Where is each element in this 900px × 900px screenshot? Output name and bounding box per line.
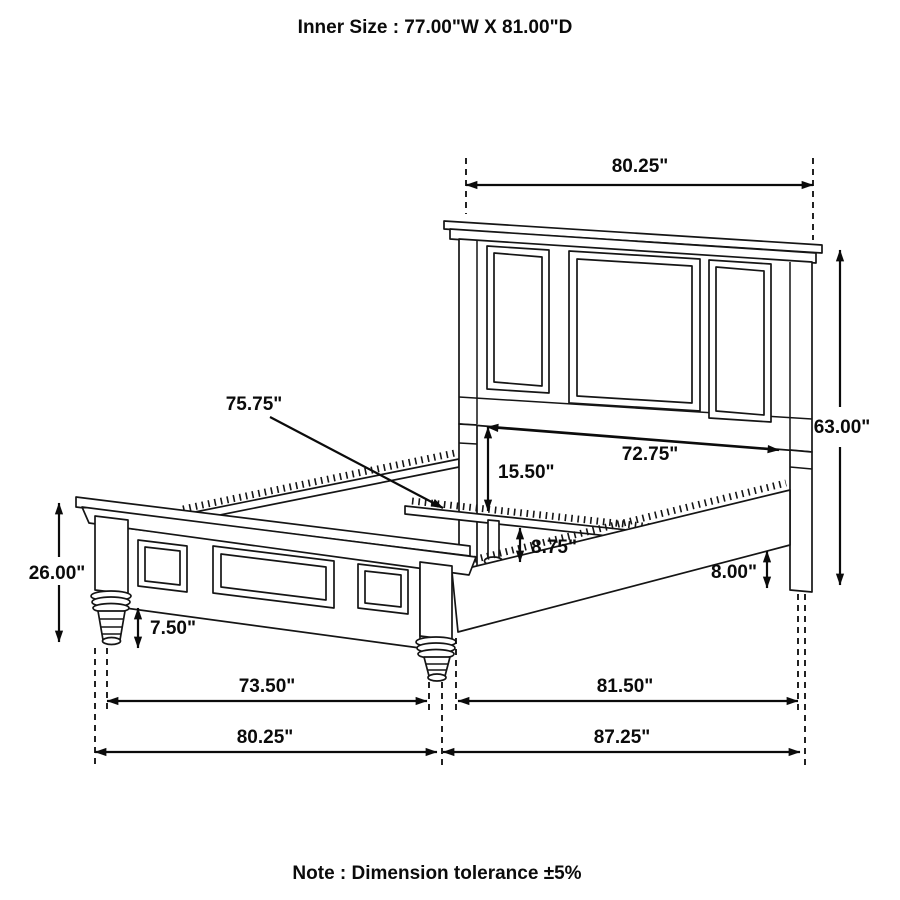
dim-label-overall-length: 87.25" [593,727,651,748]
dim-label-headboard-rail-gap: 15.50" [498,462,555,483]
dim-label-side-rail-span: 81.50" [596,676,654,697]
dim-headboard-height [814,250,871,585]
near-side-rail [452,483,790,632]
footboard [76,497,476,681]
dim-label-side-rail-floor-clearance: 8.00" [711,562,757,583]
footboard-left-leg [95,516,128,594]
headboard-right-post [790,450,812,592]
page-title: Inner Size : 77.00"W X 81.00"D [297,17,573,38]
dim-label-headboard-height: 63.00" [813,417,871,438]
dim-label-side-rail-length: 75.75" [225,394,283,415]
dim-side-rail-span [458,676,798,701]
dim-label-headboard-inner-width: 72.75" [621,444,679,465]
dim-footboard-inner-width [107,676,427,701]
dim-label-footboard-inner-width: 73.50" [238,676,296,697]
tolerance-note: Note : Dimension tolerance ±5% [292,863,582,884]
dim-footboard-height [29,503,86,642]
dim-label-headboard-top-width: 80.25" [611,156,669,177]
dim-label-center-rail-height: 8.75" [531,537,577,558]
footboard-right-leg [420,562,452,640]
dim-overall-length [443,727,800,752]
dim-headboard-rail-gap [488,427,555,511]
dim-label-footboard-width: 80.25" [236,727,294,748]
dim-label-footboard-floor-clearance: 7.50" [150,618,196,639]
dim-footboard-width [95,727,437,752]
dim-headboard-top-width [466,156,813,185]
dim-label-footboard-height: 26.00" [28,563,86,584]
